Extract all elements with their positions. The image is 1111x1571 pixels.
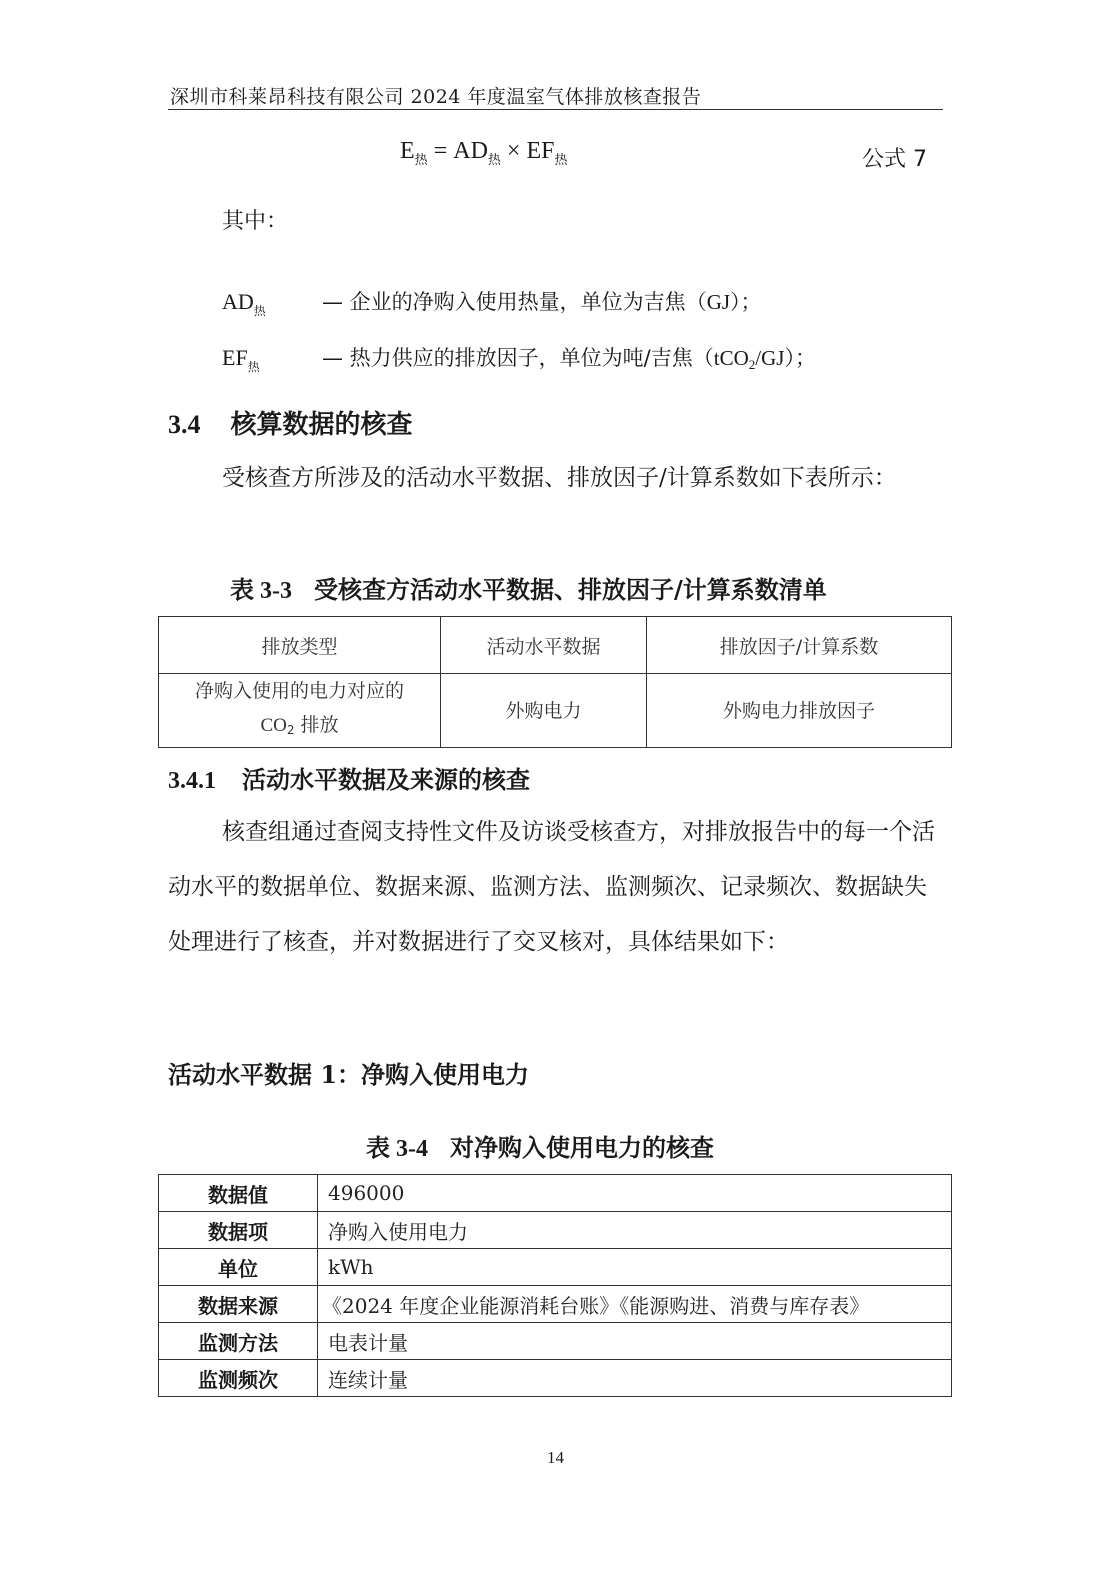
section-number: 3.4: [168, 410, 201, 439]
def-symbol: EF: [222, 345, 248, 370]
emission-type-line2: $CO_2$ 排放: [260, 714, 339, 737]
subsection-title: 活动水平数据及来源的核查: [242, 765, 530, 794]
table-row: [159, 1175, 952, 1212]
table-3-3-caption: [230, 570, 827, 605]
table-3-3: [158, 616, 952, 748]
page-header-title: 深圳市科莱昂科技有限公司 2024 年度温室气体排放核查报告: [170, 86, 702, 108]
def-unit-close: ）；: [784, 346, 816, 370]
verification-paragraph: 核查组通过查阅支持性文件及访谈受核查方，对排放报告中的每一个活动水平的数据单位、数据来源、监测方法、监测频次、记录频次、数据缺失处理进行了核查，并对数据进行了交叉核对，具体结果如下：: [168, 819, 935, 955]
def-unit-open: （: [692, 346, 714, 370]
caption-title: 对净购入使用电力的核查: [450, 1133, 714, 1162]
table-3-4: [158, 1174, 952, 1397]
table-row: [159, 674, 952, 748]
table-row: [159, 1360, 952, 1397]
section-title: 核算数据的核查: [230, 410, 413, 440]
row-key: 监测频次: [159, 1360, 318, 1397]
table-row: [159, 1212, 952, 1249]
section-heading: [168, 404, 413, 441]
definition-ad: [222, 286, 762, 319]
def-symbol-sub: 热: [253, 304, 266, 318]
def-text: — 热力供应的排放因子，单位为吨/吉焦: [322, 346, 693, 370]
column-header: 活动水平数据: [441, 617, 647, 674]
formula-label: 公式 7: [862, 147, 927, 172]
formula-e-sub: 热: [414, 153, 428, 168]
def-text: — 企业的净购入使用热量，单位为吉焦: [322, 290, 686, 314]
table-row: [159, 1249, 952, 1286]
activity-cell: 外购电力: [441, 674, 647, 748]
subsection-heading: [168, 760, 530, 795]
row-value: 净购入使用电力: [318, 1212, 952, 1249]
table-3-4-caption: [366, 1128, 714, 1163]
formula-times: ×: [500, 138, 527, 164]
def-symbol: AD: [222, 289, 254, 314]
subsection-number: 3.4.1: [168, 768, 216, 794]
definition-ef: [222, 342, 816, 375]
def-unit: tCO: [713, 346, 749, 370]
formula-equals: =: [427, 138, 454, 164]
where-label: 其中：: [222, 209, 289, 234]
table-row: [159, 1286, 952, 1323]
formula-ad: AD: [453, 138, 488, 164]
column-header: 排放因子/计算系数: [647, 617, 952, 674]
header-divider: [168, 109, 943, 110]
activity-heading: 活动水平数据 1：净购入使用电力: [168, 1060, 530, 1089]
row-key: 数据来源: [159, 1286, 318, 1323]
emission-type-line1: 净购入使用的电力对应的: [194, 680, 404, 702]
row-value: kWh: [318, 1249, 952, 1286]
intro-paragraph: 受核查方所涉及的活动水平数据、排放因子/计算系数如下表所示：: [222, 465, 897, 491]
table-header-row: [159, 617, 952, 674]
caption-title: 受核查方活动水平数据、排放因子/计算系数清单: [314, 575, 827, 604]
def-unit-open: （: [685, 290, 707, 314]
caption-number: 表 3-4: [366, 1136, 428, 1162]
def-symbol-sub: 热: [247, 360, 260, 374]
row-value: 连续计量: [318, 1360, 952, 1397]
row-key: 数据值: [159, 1175, 318, 1212]
def-unit-sub: 2: [748, 357, 756, 372]
formula-ef-sub: 热: [554, 153, 568, 168]
def-unit-rest: /GJ: [755, 346, 785, 370]
def-unit-close: ）；: [730, 290, 762, 314]
row-value: 496000: [318, 1175, 952, 1212]
emission-type-cell: [159, 674, 441, 748]
row-value: 《2024 年度企业能源消耗台账》《能源购进、消费与库存表》: [318, 1286, 952, 1323]
formula-ad-sub: 热: [487, 153, 501, 168]
caption-number: 表 3-3: [230, 578, 292, 604]
row-key: 监测方法: [159, 1323, 318, 1360]
column-header: 排放类型: [159, 617, 441, 674]
row-key: 单位: [159, 1249, 318, 1286]
factor-cell: 外购电力排放因子: [647, 674, 952, 748]
page-number: 14: [547, 1448, 564, 1467]
formula-7: [400, 138, 568, 168]
table-row: [159, 1323, 952, 1360]
def-unit: GJ: [706, 290, 731, 314]
row-value: 电表计量: [318, 1323, 952, 1360]
row-key: 数据项: [159, 1212, 318, 1249]
formula-e: E: [400, 138, 415, 164]
formula-ef: EF: [526, 138, 555, 164]
